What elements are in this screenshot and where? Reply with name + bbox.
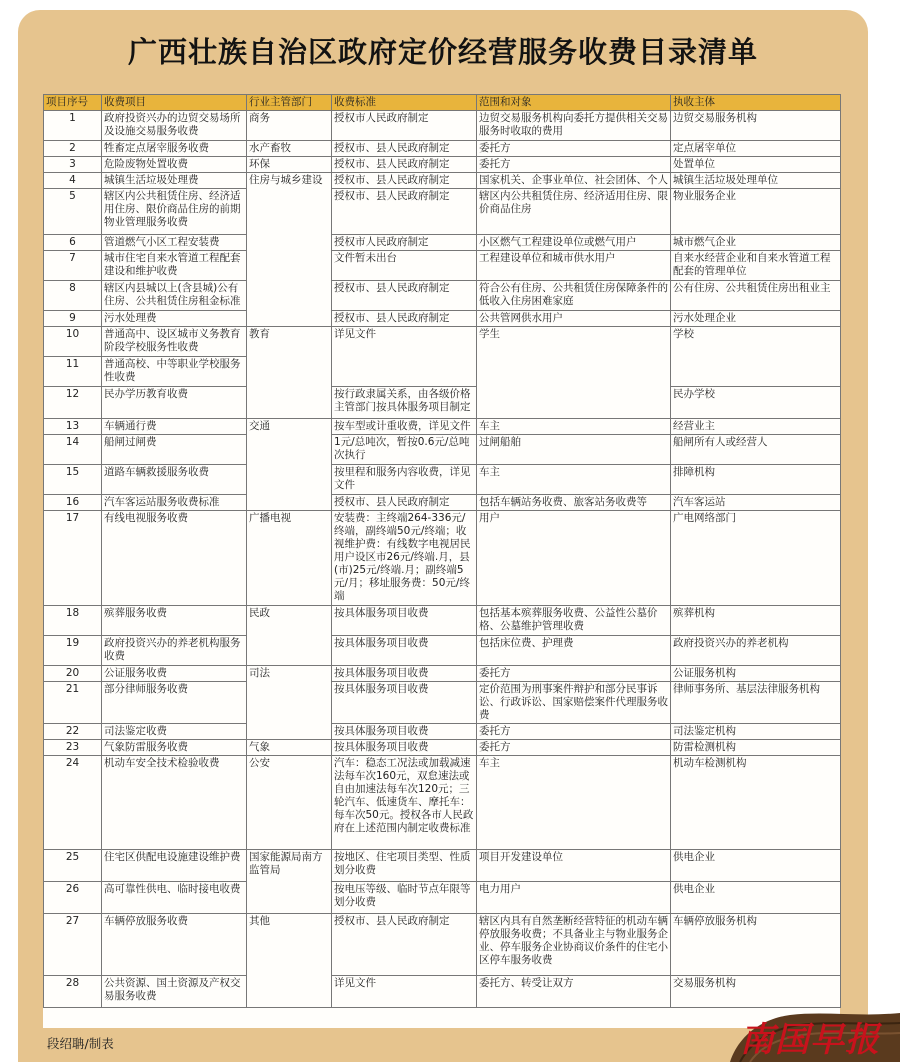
header-standard: 收费标准	[332, 95, 477, 111]
cell-collector: 防雷检测机构	[671, 740, 841, 756]
cell-collector: 城镇生活垃圾处理单位	[671, 173, 841, 189]
cell-scope: 委托方	[477, 724, 671, 740]
table-row	[44, 636, 841, 666]
cell-item: 城市住宅自来水管道工程配套建设和维护收费	[102, 251, 247, 281]
cell-standard: 按车型或计重收费，详见文件	[332, 419, 477, 435]
cell-item: 有线电视服务收费	[102, 511, 247, 606]
cell-standard: 授权市、县人民政府制定	[332, 281, 477, 311]
cell-collector: 供电企业	[671, 882, 841, 914]
cell-no: 14	[44, 435, 102, 465]
cell-scope: 用户	[477, 511, 671, 606]
cell-no: 3	[44, 157, 102, 173]
cell-scope: 边贸交易服务机构向委托方提供相关交易服务时收取的费用	[477, 111, 671, 141]
cell-no: 2	[44, 141, 102, 157]
cell-no: 6	[44, 235, 102, 251]
table-row	[44, 914, 841, 976]
cell-no: 9	[44, 311, 102, 327]
cell-item: 公共资源、国土资源及产权交易服务收费	[102, 976, 247, 1008]
cell-dept: 水产畜牧	[247, 141, 332, 157]
cell-item: 辖区内公共租赁住房、经济适用住房、限价商品住房的前期物业管理服务收费	[102, 189, 247, 235]
cell-standard: 按具体服务项目收费	[332, 636, 477, 666]
cell-collector: 城市燃气企业	[671, 235, 841, 251]
table-row	[44, 327, 841, 357]
cell-no: 28	[44, 976, 102, 1008]
cell-item: 高可靠性供电、临时接电收费	[102, 882, 247, 914]
cell-scope: 项目开发建设单位	[477, 850, 671, 882]
table-header-row	[44, 95, 841, 111]
cell-item: 车辆停放服务收费	[102, 914, 247, 976]
cell-standard: 详见文件	[332, 976, 477, 1008]
cell-standard: 汽车：稳态工况法或加载减速法每车次160元，双怠速法或自由加速法每车次120元；三轮汽车、低速货车、摩托车：每车次50元。授权各市人民政府在上述范围内制定收费标准	[332, 756, 477, 850]
cell-no: 17	[44, 511, 102, 606]
cell-item: 污水处理费	[102, 311, 247, 327]
table-row	[44, 724, 841, 740]
cell-scope: 符合公有住房、公共租赁住房保障条件的低收入住房困难家庭	[477, 281, 671, 311]
cell-no: 22	[44, 724, 102, 740]
cell-item: 城镇生活垃圾处理费	[102, 173, 247, 189]
header-no: 项目序号	[44, 95, 102, 111]
cell-no: 12	[44, 387, 102, 419]
cell-no: 18	[44, 606, 102, 636]
cell-scope: 包括车辆站务收费、旅客站务收费等	[477, 495, 671, 511]
cell-item: 住宅区供配电设施建设维护费	[102, 850, 247, 882]
cell-no: 19	[44, 636, 102, 666]
cell-no: 4	[44, 173, 102, 189]
cell-item: 车辆通行费	[102, 419, 247, 435]
table-row	[44, 435, 841, 465]
cell-scope: 定价范围为刑事案件辩护和部分民事诉讼、行政诉讼、国家赔偿案件代理服务收费	[477, 682, 671, 724]
cell-standard: 授权市、县人民政府制定	[332, 173, 477, 189]
header-dept: 行业主管部门	[247, 95, 332, 111]
cell-collector: 广电网络部门	[671, 511, 841, 606]
cell-no: 27	[44, 914, 102, 976]
cell-scope: 委托方、转受让双方	[477, 976, 671, 1008]
cell-no: 10	[44, 327, 102, 357]
table-row	[44, 141, 841, 157]
cell-item: 部分律师服务收费	[102, 682, 247, 724]
cell-collector: 污水处理企业	[671, 311, 841, 327]
table-row	[44, 606, 841, 636]
cell-item: 管道燃气小区工程安装费	[102, 235, 247, 251]
cell-standard: 按具体服务项目收费	[332, 740, 477, 756]
cell-dept: 公安	[247, 756, 332, 850]
cell-item: 普通高校、中等职业学校服务性收费	[102, 357, 247, 387]
cell-collector: 政府投资兴办的养老机构	[671, 636, 841, 666]
table-row	[44, 882, 841, 914]
cell-dept: 住房与城乡建设	[247, 173, 332, 327]
cell-collector: 司法鉴定机构	[671, 724, 841, 740]
table-row	[44, 756, 841, 850]
cell-scope: 公共管网供水用户	[477, 311, 671, 327]
cell-collector: 学校	[671, 327, 841, 387]
cell-standard: 授权市、县人民政府制定	[332, 157, 477, 173]
cell-standard: 授权市、县人民政府制定	[332, 141, 477, 157]
cell-no: 20	[44, 666, 102, 682]
cell-no: 25	[44, 850, 102, 882]
cell-scope: 包括基本殡葬服务收费、公益性公墓价格、公墓维护管理收费	[477, 606, 671, 636]
table-row	[44, 511, 841, 606]
cell-scope: 国家机关、企事业单位、社会团体、个人	[477, 173, 671, 189]
cell-collector: 机动车检测机构	[671, 756, 841, 850]
cell-standard: 按具体服务项目收费	[332, 682, 477, 724]
cell-no: 23	[44, 740, 102, 756]
table-row	[44, 976, 841, 1008]
cell-standard: 授权市、县人民政府制定	[332, 189, 477, 235]
cell-standard: 文件暂未出台	[332, 251, 477, 281]
cell-scope: 辖区内具有自然垄断经营特征的机动车辆停放服务收费；不具备业主与物业服务企业、停车服务企业协商议价条件的住宅小区停车服务收费	[477, 914, 671, 976]
table-row	[44, 387, 841, 419]
table-row	[44, 740, 841, 756]
table-row	[44, 465, 841, 495]
cell-item: 汽车客运站服务收费标准	[102, 495, 247, 511]
cell-standard: 授权市人民政府制定	[332, 111, 477, 141]
cell-dept: 交通	[247, 419, 332, 511]
cell-scope: 辖区内公共租赁住房、经济适用住房、限价商品住房	[477, 189, 671, 235]
cell-standard: 按具体服务项目收费	[332, 606, 477, 636]
table-row	[44, 682, 841, 724]
cell-no: 8	[44, 281, 102, 311]
cell-scope: 委托方	[477, 157, 671, 173]
cell-standard: 按电压等级、临时节点年限等划分收费	[332, 882, 477, 914]
cell-dept: 商务	[247, 111, 332, 141]
cell-scope: 工程建设单位和城市供水用户	[477, 251, 671, 281]
cell-scope: 车主	[477, 756, 671, 850]
header-collector: 执收主体	[671, 95, 841, 111]
cell-no: 13	[44, 419, 102, 435]
cell-dept: 司法	[247, 666, 332, 740]
cell-collector: 民办学校	[671, 387, 841, 419]
table-row	[44, 281, 841, 311]
cell-scope: 委托方	[477, 141, 671, 157]
cell-no: 5	[44, 189, 102, 235]
cell-scope: 学生	[477, 327, 671, 419]
table-row	[44, 235, 841, 251]
table-row	[44, 850, 841, 882]
table-row	[44, 189, 841, 235]
table-row	[44, 157, 841, 173]
cell-item: 司法鉴定收费	[102, 724, 247, 740]
cell-dept: 民政	[247, 606, 332, 666]
cell-collector: 供电企业	[671, 850, 841, 882]
table-row	[44, 173, 841, 189]
cell-item: 普通高中、设区城市义务教育阶段学校服务性收费	[102, 327, 247, 357]
table-row	[44, 311, 841, 327]
table-row	[44, 495, 841, 511]
fee-catalog-sheet	[43, 94, 840, 1028]
cell-item: 牲畜定点屠宰服务收费	[102, 141, 247, 157]
cell-item: 机动车安全技术检验收费	[102, 756, 247, 850]
cell-item: 公证服务收费	[102, 666, 247, 682]
cell-standard: 授权市人民政府制定	[332, 235, 477, 251]
cell-collector: 处置单位	[671, 157, 841, 173]
cell-collector: 公证服务机构	[671, 666, 841, 682]
cell-standard: 授权市、县人民政府制定	[332, 311, 477, 327]
cell-collector: 物业服务企业	[671, 189, 841, 235]
cell-scope: 电力用户	[477, 882, 671, 914]
table-row	[44, 419, 841, 435]
cell-standard: 按里程和服务内容收费，详见文件	[332, 465, 477, 495]
cell-standard: 按行政隶属关系，由各级价格主管部门按具体服务项目制定	[332, 387, 477, 419]
cell-standard: 授权市、县人民政府制定	[332, 914, 477, 976]
cell-scope: 车主	[477, 465, 671, 495]
footer-credit: 段绍聃/制表	[47, 1036, 114, 1051]
cell-collector: 边贸交易服务机构	[671, 111, 841, 141]
cell-collector: 定点屠宰单位	[671, 141, 841, 157]
header-scope: 范围和对象	[477, 95, 671, 111]
cell-no: 7	[44, 251, 102, 281]
cell-dept: 气象	[247, 740, 332, 756]
cell-dept: 教育	[247, 327, 332, 419]
cell-collector: 汽车客运站	[671, 495, 841, 511]
cell-no: 11	[44, 357, 102, 387]
cell-no: 1	[44, 111, 102, 141]
cell-collector: 自来水经营企业和自来水管道工程配套的管理单位	[671, 251, 841, 281]
newspaper-logo: 南国早报	[740, 1020, 880, 1060]
cell-no: 26	[44, 882, 102, 914]
cell-item: 殡葬服务收费	[102, 606, 247, 636]
cell-item: 民办学历教育收费	[102, 387, 247, 419]
cell-collector: 车辆停放服务机构	[671, 914, 841, 976]
cell-scope: 过闸船舶	[477, 435, 671, 465]
cell-scope: 车主	[477, 419, 671, 435]
cell-dept: 环保	[247, 157, 332, 173]
cell-item: 政府投资兴办的养老机构服务收费	[102, 636, 247, 666]
cell-scope: 小区燃气工程建设单位或燃气用户	[477, 235, 671, 251]
table-row	[44, 666, 841, 682]
cell-standard: 安装费：主终端264-336元/终端，副终端50元/终端；收视维护费：有线数字电视居民用户设区市26元/终端.月，县(市)25元/终端.月；副终端5元/月；移址服务费：50元/终端	[332, 511, 477, 606]
table-row	[44, 251, 841, 281]
cell-collector: 排障机构	[671, 465, 841, 495]
cell-standard: 1元/总吨次，暂按0.6元/总吨次执行	[332, 435, 477, 465]
cell-item: 危险废物处置收费	[102, 157, 247, 173]
cell-scope: 包括床位费、护理费	[477, 636, 671, 666]
cell-collector: 经营业主	[671, 419, 841, 435]
fee-catalog-table	[43, 94, 841, 1008]
cell-no: 24	[44, 756, 102, 850]
cell-standard: 按具体服务项目收费	[332, 724, 477, 740]
header-item: 收费项目	[102, 95, 247, 111]
cell-no: 15	[44, 465, 102, 495]
cell-standard: 详见文件	[332, 327, 477, 387]
cell-dept: 其他	[247, 914, 332, 1008]
cell-collector: 殡葬机构	[671, 606, 841, 636]
cell-standard: 授权市、县人民政府制定	[332, 495, 477, 511]
cell-dept: 广播电视	[247, 511, 332, 606]
cell-item: 道路车辆救援服务收费	[102, 465, 247, 495]
cell-collector: 交易服务机构	[671, 976, 841, 1008]
cell-dept: 国家能源局南方监管局	[247, 850, 332, 914]
cell-standard: 按具体服务项目收费	[332, 666, 477, 682]
page-title: 广西壮族自治区政府定价经营服务收费目录清单	[127, 35, 758, 69]
cell-item: 气象防雷服务收费	[102, 740, 247, 756]
cell-standard: 按地区、住宅项目类型、性质划分收费	[332, 850, 477, 882]
cell-collector: 船闸所有人或经营人	[671, 435, 841, 465]
table-row	[44, 111, 841, 141]
cell-no: 21	[44, 682, 102, 724]
cell-item: 船闸过闸费	[102, 435, 247, 465]
cell-item: 政府投资兴办的边贸交易场所及设施交易服务收费	[102, 111, 247, 141]
cell-item: 辖区内县城以上(含县城)公有住房、公共租赁住房租金标准	[102, 281, 247, 311]
cell-scope: 委托方	[477, 740, 671, 756]
cell-collector: 律师事务所、基层法律服务机构	[671, 682, 841, 724]
cell-collector: 公有住房、公共租赁住房出租业主	[671, 281, 841, 311]
cell-no: 16	[44, 495, 102, 511]
cell-scope: 委托方	[477, 666, 671, 682]
